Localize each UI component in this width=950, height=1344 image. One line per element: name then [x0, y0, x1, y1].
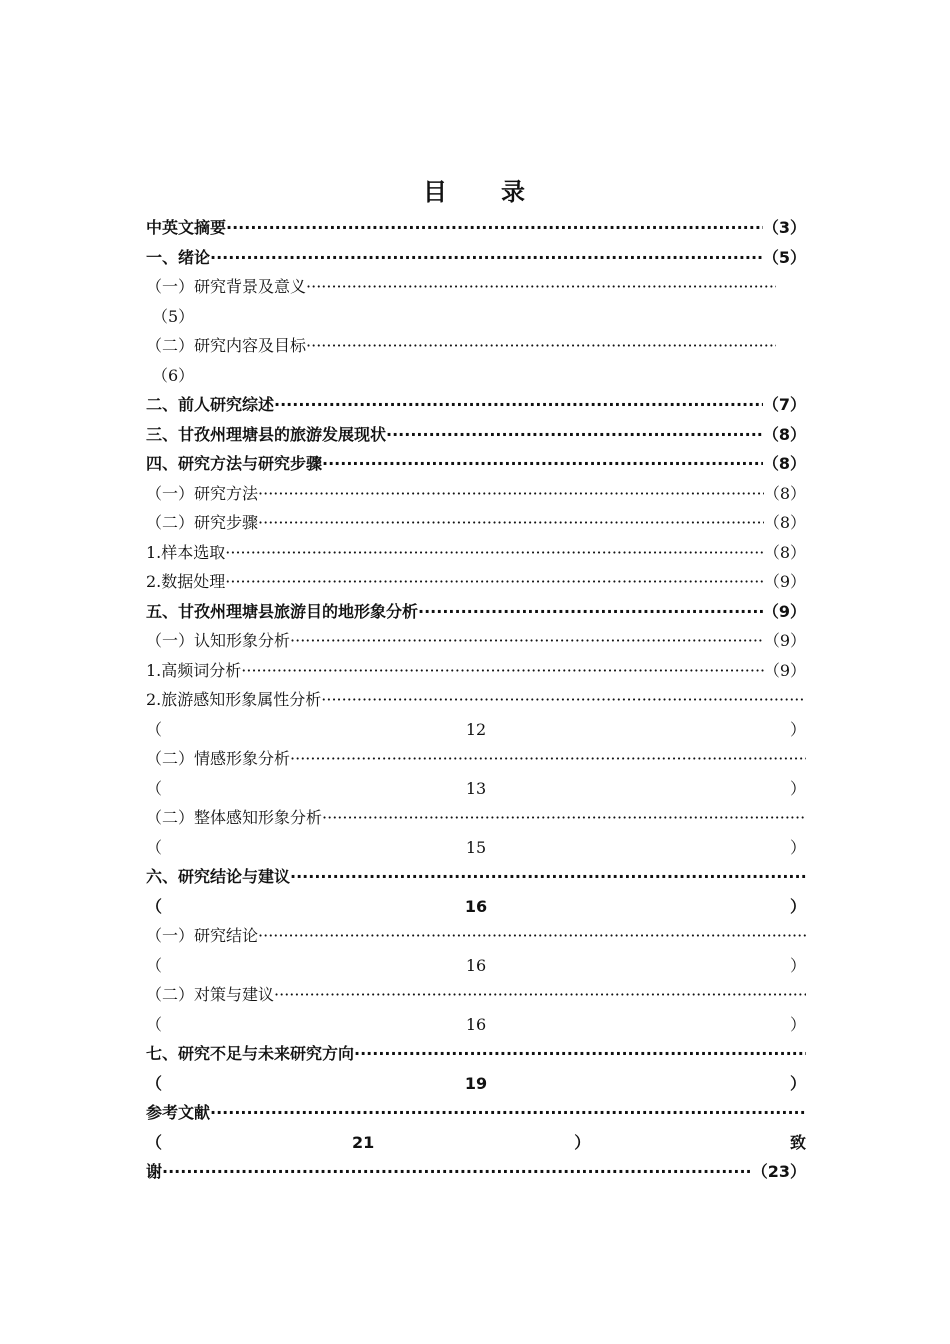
toc-entry-page: （5）: [762, 247, 806, 267]
toc-entry-page-line: （ 12 ）: [146, 715, 806, 745]
toc-entry-label: （二）对策与建议: [146, 985, 275, 1004]
title-char-2: 录: [501, 178, 527, 206]
toc-entry-label: 中英文摘要: [146, 218, 227, 237]
toc-entry-label: 1.样本选取: [146, 542, 226, 562]
toc-entry-label: 致: [789, 1132, 806, 1152]
toc-entry[interactable]: [146, 243, 806, 273]
toc-entry[interactable]: [146, 479, 806, 509]
toc-entry-page: 12: [465, 719, 487, 739]
toc-entry-label: 一、绪论: [146, 247, 211, 267]
toc-entry-page: （5）: [152, 306, 195, 326]
toc-entry-label: 七、研究不足与未来研究方向: [146, 1044, 355, 1063]
toc-entry-page: 21: [352, 1132, 375, 1152]
toc-entry-page: （7）: [762, 395, 806, 414]
toc-entry-label: （一）认知形象分析: [146, 631, 291, 650]
toc-entry-page: 15: [465, 837, 487, 857]
toc-entry-page: （8）: [762, 424, 806, 444]
toc-entry[interactable]: [146, 921, 806, 951]
toc-entry-page: （8）: [763, 513, 806, 532]
toc-entry[interactable]: [146, 272, 806, 302]
toc-entry-label: （二）整体感知形象分析: [146, 808, 323, 827]
toc-entry-label: 三、甘孜州理塘县的旅游发展现状: [146, 424, 387, 444]
toc-entry-label: （一）研究背景及意义: [146, 277, 307, 296]
toc-entry-label: （二）研究步骤: [146, 513, 259, 532]
toc-entry[interactable]: [146, 1157, 806, 1187]
toc-entry[interactable]: [146, 420, 806, 450]
toc-entry-label: 五、甘孜州理塘县旅游目的地形象分析: [146, 601, 419, 621]
toc-entry[interactable]: [146, 980, 806, 1010]
toc-entry[interactable]: [146, 331, 806, 361]
toc-entry[interactable]: [146, 626, 806, 656]
toc-entry-page-line: [146, 302, 806, 332]
toc-entry-label: （一）研究方法: [146, 483, 259, 503]
toc-entry-label: 谢: [146, 1162, 163, 1181]
title-char-1: 目: [423, 178, 449, 206]
toc-entry[interactable]: [146, 597, 806, 627]
toc-entry-page: （9）: [763, 631, 806, 650]
toc-entry-page: （8）: [763, 483, 806, 503]
toc-entry-label: 四、研究方法与研究步骤: [146, 454, 323, 473]
toc-entry-page: （9）: [763, 572, 806, 591]
toc-entry[interactable]: [146, 656, 806, 686]
toc-entry[interactable]: [146, 1098, 806, 1128]
toc-entry-page: 19: [464, 1073, 488, 1093]
toc-entry[interactable]: [146, 538, 806, 568]
table-of-contents: [146, 213, 806, 1187]
toc-entry-label: （一）研究结论: [146, 926, 259, 945]
toc-entry-label: 二、前人研究综述: [146, 395, 275, 414]
toc-entry-page: （23）: [751, 1162, 806, 1181]
toc-entry[interactable]: [146, 567, 806, 597]
toc-entry-label: 1.高频词分析: [146, 660, 242, 680]
toc-entry-label: 2.旅游感知形象属性分析: [146, 690, 322, 709]
toc-entry-page: （9）: [762, 601, 806, 621]
toc-entry-page: 13: [465, 778, 487, 798]
toc-entry[interactable]: [146, 508, 806, 538]
toc-entry[interactable]: [146, 685, 806, 715]
toc-entry-label: （二）情感形象分析: [146, 749, 291, 768]
toc-entry-label: 2.数据处理: [146, 572, 226, 591]
toc-entry-page: （8）: [762, 454, 806, 473]
toc-entry-page-line: （ 15 ）: [146, 833, 806, 863]
toc-entry-label: 六、研究结论与建议: [146, 867, 291, 886]
toc-entry-label: （二）研究内容及目标: [146, 336, 307, 355]
toc-entry[interactable]: [146, 862, 806, 892]
page-title: [0, 172, 950, 207]
toc-entry[interactable]: [146, 744, 806, 774]
toc-entry-page-line: （ 16 ）: [146, 951, 806, 981]
toc-entry-page-line: （ 21 ） 致: [146, 1128, 806, 1158]
toc-entry-label: 参考文献: [146, 1103, 211, 1122]
toc-entry[interactable]: [146, 390, 806, 420]
toc-entry[interactable]: [146, 803, 806, 833]
toc-entry-page-line: （ 19 ）: [146, 1069, 806, 1099]
toc-entry[interactable]: [146, 449, 806, 479]
toc-entry-page: 16: [465, 955, 487, 975]
toc-entry-page: 16: [464, 896, 488, 916]
toc-entry-page-line: （ 16 ）: [146, 1010, 806, 1040]
toc-entry-page: 16: [465, 1014, 487, 1034]
toc-entry-page: （3）: [762, 218, 806, 237]
toc-entry-page: （6）: [152, 365, 195, 385]
toc-entry-page-line: [146, 361, 806, 391]
toc-entry-page: （8）: [763, 542, 806, 562]
toc-entry-page: （9）: [763, 660, 806, 680]
toc-entry-page-line: （ 16 ）: [146, 892, 806, 922]
toc-entry-page-line: （ 13 ）: [146, 774, 806, 804]
toc-entry[interactable]: [146, 213, 806, 243]
toc-entry[interactable]: [146, 1039, 806, 1069]
